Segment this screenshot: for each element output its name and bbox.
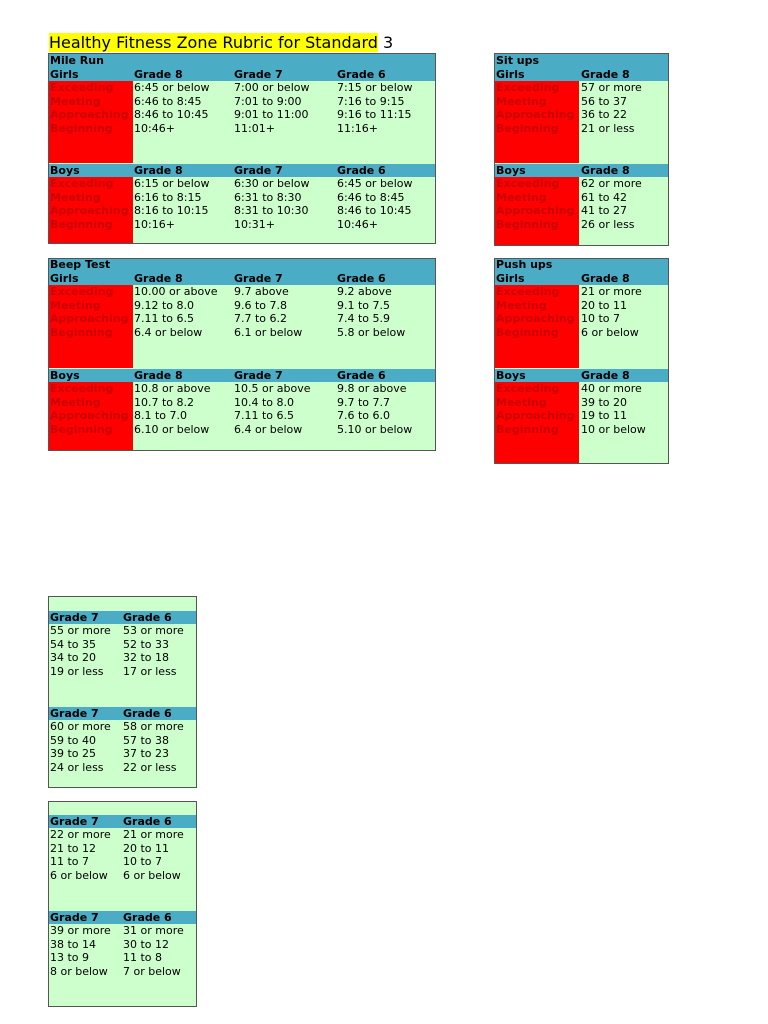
standard-value: 6:31 to 8:30 (234, 190, 302, 204)
level-label: Meeting (496, 94, 547, 108)
boys-row (49, 951, 196, 965)
standard-value: 24 or less (50, 760, 104, 774)
level-label: Beginning (496, 122, 559, 135)
standard-value: 38 to 14 (50, 937, 97, 951)
standard-value: 10.7 to 8.2 (134, 395, 195, 409)
level-label: Approaching (496, 312, 575, 326)
level-label: Beginning (50, 422, 113, 436)
standard-value: 6.4 or below (234, 422, 303, 436)
girls-row (49, 285, 435, 299)
level-label: Approaching (496, 108, 575, 122)
grade8-header: Grade 8 (581, 163, 630, 177)
boys-header-row (49, 911, 196, 925)
boys-row (49, 734, 196, 748)
level-label: Meeting (496, 298, 547, 312)
grade7-header: Grade 7 (234, 163, 283, 177)
standard-value: 40 or more (581, 382, 642, 396)
standard-value: 6:16 to 8:15 (134, 190, 202, 204)
standard-value: 30 to 12 (123, 937, 170, 951)
boys-label: Boys (496, 163, 526, 177)
standard-value: 39 to 25 (50, 747, 97, 761)
boys-row (49, 382, 435, 396)
girls-row (49, 869, 196, 883)
grade6-header: Grade 6 (123, 910, 172, 924)
girls-row (495, 95, 668, 109)
standard-value: 21 to 12 (50, 841, 97, 855)
test-name: Beep Test (50, 258, 111, 271)
standard-value: 20 to 11 (123, 841, 170, 855)
girls-label: Girls (496, 67, 525, 81)
girls-row (49, 828, 196, 842)
boys-row (49, 177, 435, 191)
level-label: Exceeding (50, 81, 114, 95)
standard-value: 11:16+ (337, 122, 378, 135)
standard-value: 10 to 7 (123, 855, 163, 869)
standard-value: 34 to 20 (50, 651, 97, 665)
standard-value: 6 or below (123, 869, 181, 882)
boys-label: Boys (50, 163, 80, 177)
standard-value: 9:01 to 11:00 (234, 108, 309, 122)
girls-row (49, 312, 435, 326)
boys-row (49, 720, 196, 734)
boys-row (49, 423, 435, 437)
girls-label: Girls (50, 67, 79, 81)
boys-header-row (49, 164, 435, 178)
girls-header-row (495, 272, 668, 286)
boys-row (49, 191, 435, 205)
grade8-header: Grade 8 (581, 67, 630, 81)
standard-value: 6 or below (581, 326, 639, 339)
standard-value: 9.8 or above (337, 382, 407, 396)
standard-value: 6:30 or below (234, 177, 310, 191)
standard-value: 6 or below (50, 869, 108, 882)
standard-value: 54 to 35 (50, 637, 97, 651)
standard-value: 6.4 or below (134, 326, 203, 339)
girls-label: Girls (50, 271, 79, 285)
boys-row (495, 177, 668, 191)
boys-row (49, 204, 435, 218)
standard-value: 8:46 to 10:45 (134, 108, 209, 122)
girls-row (495, 122, 668, 136)
standard-value: 10.5 or above (234, 382, 311, 396)
level-label: Approaching (50, 312, 129, 326)
grade8-header: Grade 8 (134, 271, 183, 285)
level-label: Meeting (50, 190, 101, 204)
standard-value: 56 to 37 (581, 94, 628, 108)
test-name: Mile Run (50, 54, 104, 67)
standard-value: 19 or less (50, 665, 104, 678)
standard-value: 36 to 22 (581, 108, 628, 122)
standard-value: 7:00 or below (234, 81, 310, 95)
standard-value: 11 to 8 (123, 951, 163, 965)
standard-value: 61 to 42 (581, 190, 628, 204)
girls-row (49, 122, 435, 136)
boys-row (49, 747, 196, 761)
grade7-header: Grade 7 (234, 271, 283, 285)
standard-value: 21 or more (123, 828, 184, 842)
boys-row (495, 382, 668, 396)
standard-value: 6:45 or below (337, 177, 413, 191)
test-name: Sit ups (496, 54, 540, 67)
standard-value: 17 or less (123, 665, 177, 678)
grade7-header: Grade 7 (50, 910, 99, 924)
standard-value: 7 or below (123, 964, 181, 978)
push-ups-block (494, 258, 669, 464)
level-label: Beginning (496, 217, 559, 231)
level-label: Meeting (496, 395, 547, 409)
standard-value: 7.11 to 6.5 (134, 312, 195, 326)
standard-value: 13 to 9 (50, 951, 90, 965)
level-label: Approaching (50, 108, 129, 122)
grade7-header: Grade 7 (50, 706, 99, 720)
boys-row (495, 396, 668, 410)
standard-value: 62 or more (581, 177, 642, 191)
grade8-header: Grade 8 (581, 368, 630, 382)
standard-value: 7.6 to 6.0 (337, 409, 391, 423)
girls-row (49, 326, 435, 340)
standard-value: 10.4 to 8.0 (234, 395, 295, 409)
sit-ups-name-row (495, 54, 668, 68)
standard-value: 22 or less (123, 760, 177, 774)
standard-value: 7:16 to 9:15 (337, 94, 405, 108)
standard-value: 7.4 to 5.9 (337, 312, 391, 326)
girls-header-row (49, 68, 435, 82)
girls-row (49, 81, 435, 95)
standard-value: 7:15 or below (337, 81, 413, 95)
standard-value: 20 to 11 (581, 298, 628, 312)
standard-value: 10 to 7 (581, 312, 621, 326)
boys-row (495, 218, 668, 232)
standard-value: 7.11 to 6.5 (234, 409, 295, 423)
girls-row (495, 81, 668, 95)
level-label: Exceeding (50, 177, 114, 191)
mile-run-block (48, 53, 436, 244)
standard-value: 53 or more (123, 624, 184, 638)
boys-row (49, 218, 435, 232)
grade8-header: Grade 8 (134, 163, 183, 177)
standard-value: 11 to 7 (50, 855, 90, 869)
sit-ups-block-cont (48, 596, 197, 788)
standard-value: 6:45 or below (134, 81, 210, 95)
grade8-header: Grade 8 (134, 368, 183, 382)
standard-value: 22 or more (50, 828, 111, 842)
boys-header-row (495, 164, 668, 178)
standard-value: 10 or below (581, 422, 646, 436)
standard-value: 11:01+ (234, 122, 275, 135)
boys-row (495, 204, 668, 218)
level-label: Beginning (496, 422, 559, 436)
standard-value: 6:46 to 8:45 (134, 94, 202, 108)
grade6-header: Grade 6 (337, 368, 386, 382)
level-label: Beginning (50, 217, 113, 231)
standard-value: 9.6 to 7.8 (234, 298, 288, 312)
girls-row (495, 326, 668, 340)
standard-value: 55 or more (50, 624, 111, 638)
girls-header-row (495, 68, 668, 82)
boys-header-row (49, 369, 435, 383)
standard-value: 9:16 to 11:15 (337, 108, 412, 122)
girls-row (49, 95, 435, 109)
standard-value: 6.10 or below (134, 422, 210, 436)
girls-row (49, 842, 196, 856)
boys-row (49, 409, 435, 423)
standard-value: 10:46+ (134, 122, 175, 135)
girls-row (495, 285, 668, 299)
standard-value: 7:01 to 9:00 (234, 94, 302, 108)
standard-value: 10:46+ (337, 217, 378, 231)
level-label: Approaching (496, 409, 575, 423)
level-label: Meeting (496, 190, 547, 204)
grade6-header: Grade 6 (337, 163, 386, 177)
standard-value: 19 to 11 (581, 409, 628, 423)
standard-value: 21 or less (581, 122, 635, 135)
standard-value: 31 or more (123, 924, 184, 938)
boys-row (49, 965, 196, 979)
girls-label: Girls (496, 271, 525, 285)
boys-row (49, 396, 435, 410)
standard-value: 8:16 to 10:15 (134, 204, 209, 218)
standard-value: 8:46 to 10:45 (337, 204, 412, 218)
standard-value: 8:31 to 10:30 (234, 204, 309, 218)
title-number: 3 (382, 33, 394, 52)
girls-row (49, 624, 196, 638)
girls-row (49, 638, 196, 652)
boys-row (49, 761, 196, 775)
grade6-header: Grade 6 (337, 271, 386, 285)
grade6-header: Grade 6 (123, 814, 172, 828)
girls-row (49, 855, 196, 869)
level-label: Beginning (50, 326, 113, 339)
standard-value: 10.8 or above (134, 382, 211, 396)
standard-value: 58 or more (123, 720, 184, 734)
standard-value: 41 to 27 (581, 204, 628, 218)
grade7-header: Grade 7 (50, 610, 99, 624)
girls-row (49, 651, 196, 665)
level-label: Exceeding (496, 81, 560, 95)
standard-value: 26 or less (581, 217, 635, 231)
standard-value: 60 or more (50, 720, 111, 734)
grade6-header: Grade 6 (123, 610, 172, 624)
standard-value: 5.10 or below (337, 422, 413, 436)
level-label: Meeting (50, 395, 101, 409)
girls-row (49, 108, 435, 122)
grade8-header: Grade 8 (134, 67, 183, 81)
standard-value: 8 or below (50, 964, 108, 978)
standard-value: 10.00 or above (134, 285, 218, 299)
standard-value: 52 to 33 (123, 637, 170, 651)
level-label: Exceeding (496, 285, 560, 299)
boys-row (49, 924, 196, 938)
standard-value: 59 to 40 (50, 733, 97, 747)
girls-row (495, 108, 668, 122)
push-ups-block-cont (48, 801, 197, 1007)
beep-test-block (48, 258, 436, 451)
push-ups-name-row (495, 258, 668, 272)
standard-value: 6.1 or below (234, 326, 303, 339)
grade6-header: Grade 6 (337, 67, 386, 81)
girls-header-row (49, 611, 196, 625)
boys-row (495, 423, 668, 437)
girls-row (49, 665, 196, 679)
girls-row (495, 312, 668, 326)
level-label: Beginning (496, 326, 559, 339)
standard-value: 9.7 above (234, 285, 289, 299)
level-label: Approaching (50, 204, 129, 218)
page-title (49, 33, 393, 53)
standard-value: 8.1 to 7.0 (134, 409, 188, 423)
grade6-header: Grade 6 (123, 706, 172, 720)
beep-test-name-row (49, 258, 435, 272)
test-name: Push ups (496, 258, 553, 271)
standard-value: 21 or more (581, 285, 642, 299)
sit-ups-block (494, 53, 669, 246)
grade7-header: Grade 7 (234, 368, 283, 382)
level-label: Approaching (50, 409, 129, 423)
boys-row (495, 409, 668, 423)
standard-value: 10:31+ (234, 217, 275, 231)
standard-value: 6:15 or below (134, 177, 210, 191)
standard-value: 7.7 to 6.2 (234, 312, 288, 326)
girls-header-row (49, 815, 196, 829)
standard-value: 9.7 to 7.7 (337, 395, 391, 409)
standard-value: 39 to 20 (581, 395, 628, 409)
standard-value: 37 to 23 (123, 747, 170, 761)
standard-value: 9.12 to 8.0 (134, 298, 195, 312)
standard-value: 9.2 above (337, 285, 392, 299)
mile-run-name-row (49, 54, 435, 68)
boys-header-row (49, 707, 196, 721)
boys-label: Boys (50, 368, 80, 382)
title-text: Healthy Fitness Zone Rubric for Standard (49, 33, 378, 52)
level-label: Meeting (50, 298, 101, 312)
standard-value: 10:16+ (134, 217, 175, 231)
standard-value: 39 or more (50, 924, 111, 938)
standard-value: 5.8 or below (337, 326, 406, 339)
girls-row (49, 299, 435, 313)
boys-label: Boys (496, 368, 526, 382)
level-label: Approaching (496, 204, 575, 218)
level-label: Exceeding (50, 285, 114, 299)
level-label: Exceeding (496, 177, 560, 191)
girls-row (495, 299, 668, 313)
standard-value: 6:46 to 8:45 (337, 190, 405, 204)
level-label: Exceeding (50, 382, 114, 396)
grade8-header: Grade 8 (581, 271, 630, 285)
standard-value: 57 to 38 (123, 733, 170, 747)
grade7-header: Grade 7 (234, 67, 283, 81)
standard-value: 57 or more (581, 81, 642, 95)
standard-value: 32 to 18 (123, 651, 170, 665)
grade7-header: Grade 7 (50, 814, 99, 828)
level-label: Beginning (50, 122, 113, 135)
boys-header-row (495, 369, 668, 383)
boys-row (495, 191, 668, 205)
boys-row (49, 938, 196, 952)
level-label: Meeting (50, 94, 101, 108)
standard-value: 9.1 to 7.5 (337, 298, 391, 312)
level-label: Exceeding (496, 382, 560, 396)
girls-header-row (49, 272, 435, 286)
